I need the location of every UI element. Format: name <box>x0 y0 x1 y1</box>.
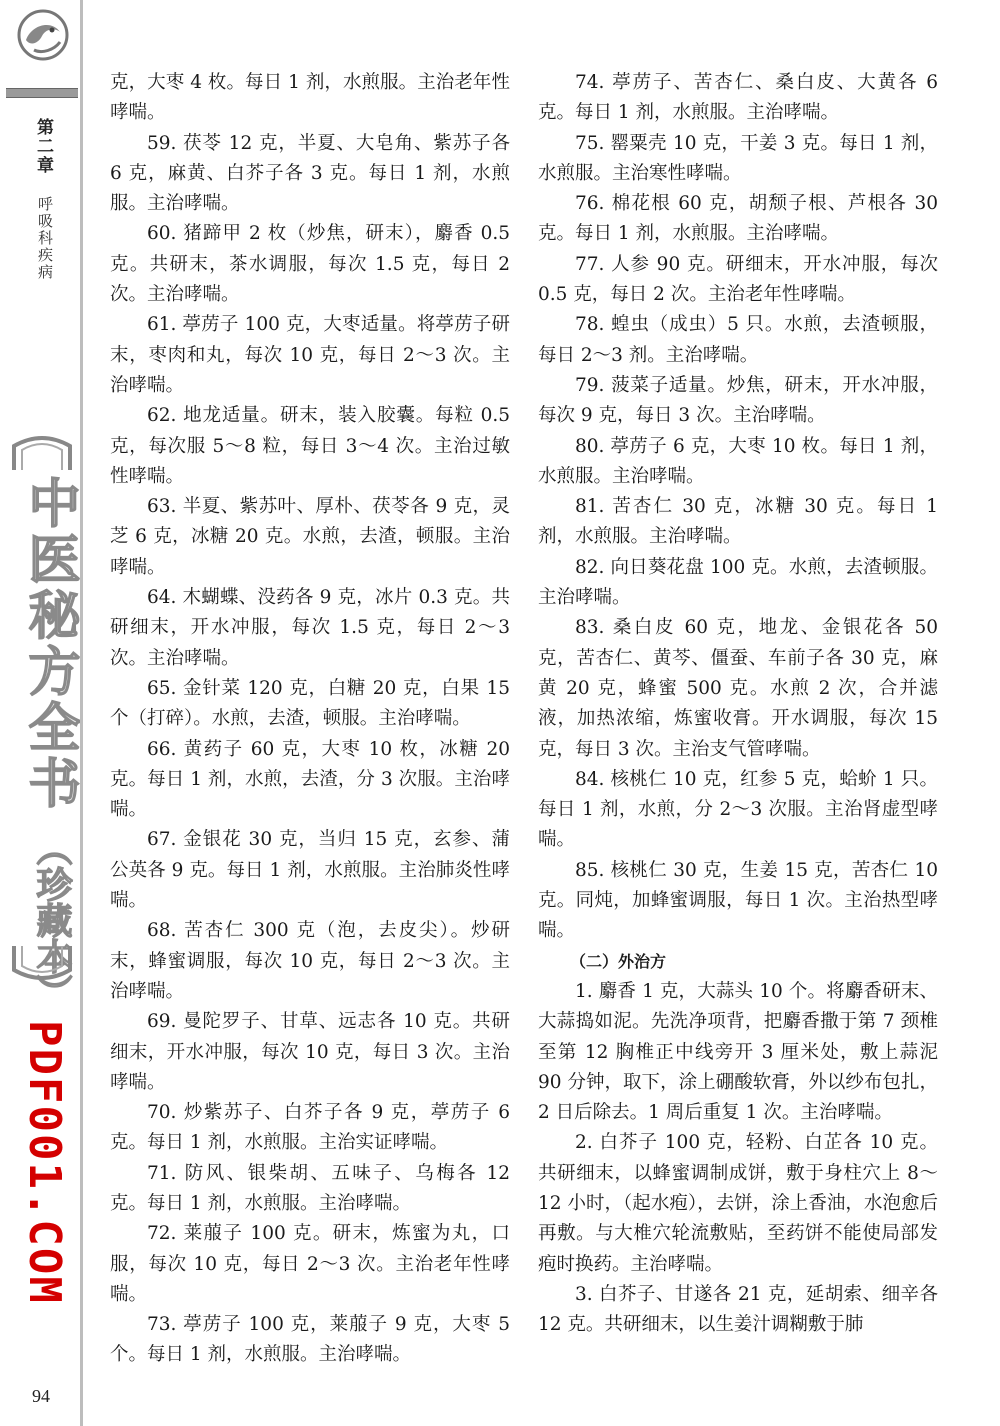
prescription-paragraph: 2. 白芥子 100 克，轻粉、白芷各 10 克。共研细末，以蜂蜜调制成饼，敷于身柱穴上 8～12 小时，（起水疱），去饼，涂上香油，水泡愈后再敷。与大椎穴轮流敷贴，至药饼不能使局部发疱时换药。主治哮喘。 <box>538 1132 938 1275</box>
prescription-paragraph: 70. 炒紫苏子、白芥子各 9 克，葶苈子 6 克。每日 1 剂，水煎服。主治实证哮喘。 <box>110 1102 510 1154</box>
prescription-paragraph: 1. 麝香 1 克，大蒜头 10 个。将麝香研末、大蒜捣如泥。先洗净项背，把麝香撒于第 7 颈椎至第 12 胸椎正中线旁开 3 厘米处，敷上蒜泥 90 分钟，取下，涂上硼酸软膏，外以纱布包扎，2 日后除去。1 周后重复 1 次。主治哮喘。 <box>538 980 938 1124</box>
prescription-paragraph: 63. 半夏、紫苏叶、厚朴、茯苓各 9 克，灵芝 6 克，冰糖 20 克。水煎，去渣，顿服。主治哮喘。 <box>110 496 510 578</box>
prescription-paragraph: 68. 苦杏仁 300 克（泡，去皮尖）。炒研末，蜂蜜调服，每次 10 克，每日 2～3 次。主治哮喘。 <box>110 920 510 1002</box>
chapter-label: 第二章 <box>33 118 53 175</box>
prescription-paragraph: 72. 莱菔子 100 克。研末，炼蜜为丸，口服，每次 10 克，每日 2～3 次。主治老年性哮喘。 <box>110 1223 510 1305</box>
bracket-top-icon <box>8 432 76 472</box>
prescription-paragraph: 60. 猪蹄甲 2 枚（炒焦，研末），麝香 0.5 克。共研末，茶水调服，每次 1.5 克，每日 2 次。主治哮喘。 <box>110 223 510 306</box>
prescription-paragraph: 66. 黄药子 60 克，大枣 10 枚，冰糖 20 克。每日 1 剂，水煎，去渣，分 3 次服。主治哮喘。 <box>110 738 510 821</box>
sidebar-divider <box>80 0 83 1426</box>
prescription-paragraph: 79. 菠菜子适量。炒焦，研末，开水冲服，每次 9 克，每日 3 次。主治哮喘。 <box>538 374 938 427</box>
right-column <box>538 68 938 1340</box>
dragon-logo-icon <box>12 6 74 64</box>
prescription-paragraph: 67. 金银花 30 克，当归 15 克，玄参、蒲公英各 9 克。每日 1 剂，水煎服。主治肺炎性哮喘。 <box>110 829 510 912</box>
prescription-paragraph: 83. 桑白皮 60 克，地龙、金银花各 50 克，苦杏仁、黄芩、僵蚕、车前子各 30 克，麻黄 20 克，蜂蜜 500 克。水煎 2 次，合并滤液，加热浓缩，炼蜜收膏。开水调服，每次 15 克，每日 3 次。主治支气管哮喘。 <box>538 617 938 760</box>
prescription-paragraph: 78. 蝗虫（成虫）5 只。水煎，去渣顿服，每日 2～3 剂。主治哮喘。 <box>538 314 938 366</box>
decorative-bar <box>6 88 78 98</box>
prescription-paragraph: 84. 核桃仁 10 克，红参 5 克，蛤蚧 1 只。每日 1 剂，水煎，分 2～3 次服。主治肾虚型哮喘。 <box>538 768 938 851</box>
prescription-paragraph: 克，大枣 4 枚。每日 1 剂，水煎服。主治老年性哮喘。 <box>110 72 510 124</box>
sidebar <box>0 0 88 1426</box>
left-column <box>110 68 510 1371</box>
prescription-paragraph: 85. 核桃仁 30 克，生姜 15 克，苦杏仁 10 克。同炖，加蜂蜜调服，每日 1 次。主治热型哮喘。 <box>538 859 938 942</box>
prescription-paragraph: 74. 葶苈子、苦杏仁、桑白皮、大黄各 6 克。每日 1 剂，水煎服。主治哮喘。 <box>538 72 938 124</box>
prescription-paragraph: 82. 向日葵花盘 100 克。水煎，去渣顿服。主治哮喘。 <box>538 556 938 609</box>
prescription-paragraph: 59. 茯苓 12 克，半夏、大皂角、紫苏子各 6 克，麻黄、白芥子各 3 克。每日 1 剂，水煎服。主治哮喘。 <box>110 132 510 215</box>
book-title: 中医秘方全书 <box>19 476 80 812</box>
book-subtitle: （珍藏本） <box>31 830 73 1010</box>
watermark: PDF001.COM <box>19 1020 70 1305</box>
prescription-paragraph: 69. 曼陀罗子、甘草、远志各 10 克。共研细末，开水冲服，每次 10 克，每日 3 次。主治哮喘。 <box>110 1011 510 1093</box>
prescription-paragraph: 77. 人参 90 克。研细末，开水冲服，每次 0.5 克，每日 2 次。主治老年性哮喘。 <box>538 253 938 306</box>
prescription-paragraph: 71. 防风、银柴胡、五味子、乌梅各 12 克。每日 1 剂，水煎服。主治哮喘。 <box>110 1162 510 1214</box>
prescription-paragraph: 65. 金针菜 120 克，白糖 20 克，白果 15 个（打碎）。水煎，去渣，顿服。主治哮喘。 <box>110 677 510 730</box>
prescription-paragraph: 61. 葶苈子 100 克，大枣适量。将葶苈子研末，枣肉和丸，每次 10 克，每日 2～3 次。主治哮喘。 <box>110 314 510 396</box>
section-label: 呼吸科疾病 <box>36 196 54 281</box>
prescription-paragraph: 3. 白芥子、甘遂各 21 克，延胡索、细辛各 12 克。共研细末，以生姜汁调糊敷于肺 <box>538 1283 938 1336</box>
prescription-paragraph: 75. 罂粟壳 10 克，干姜 3 克。每日 1 剂，水煎服。主治寒性哮喘。 <box>538 132 938 184</box>
prescription-paragraph: 62. 地龙适量。研末，装入胶囊。每粒 0.5 克，每次服 5～8 粒，每日 3～4 次。主治过敏性哮喘。 <box>110 405 510 487</box>
section-heading: （二）外治方 <box>570 951 667 971</box>
prescription-paragraph: 64. 木蝴蝶、没药各 9 克，冰片 0.3 克。共研细末，开水冲服，每次 1.5 克，每日 2～3 次。主治哮喘。 <box>110 587 510 669</box>
prescription-paragraph: 76. 棉花根 60 克，胡颓子根、芦根各 30 克。每日 1 剂，水煎服。主治哮喘。 <box>538 193 938 245</box>
prescription-paragraph: 80. 葶苈子 6 克，大枣 10 枚。每日 1 剂，水煎服。主治哮喘。 <box>538 435 938 487</box>
prescription-paragraph: 73. 葶苈子 100 克，莱菔子 9 克，大枣 5 个。每日 1 剂，水煎服。主治哮喘。 <box>110 1314 510 1366</box>
prescription-paragraph: 81. 苦杏仁 30 克，冰糖 30 克。每日 1 剂，水煎服。主治哮喘。 <box>538 496 938 548</box>
page-number: 94 <box>32 1386 50 1406</box>
bracket-bottom-icon <box>8 944 76 984</box>
